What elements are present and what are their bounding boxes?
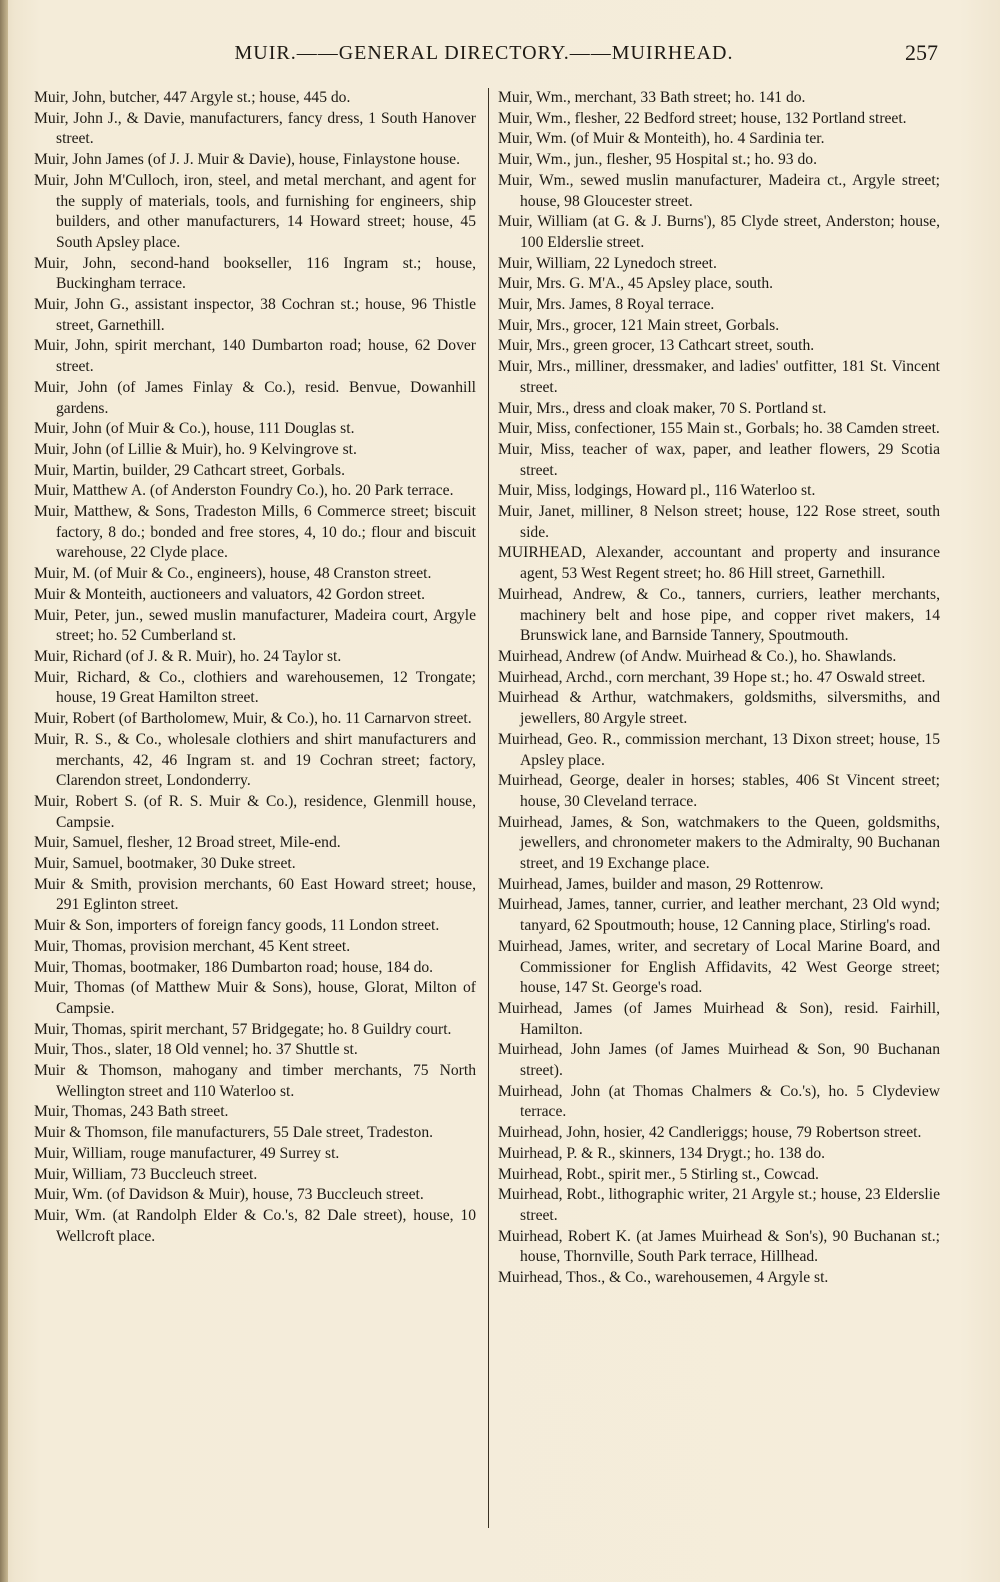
directory-entry: Muir, Thomas (of Matthew Muir & Sons), house, Glorat, Milton of Campsie. bbox=[34, 979, 476, 1017]
directory-entry: Muir, John (of James Finlay & Co.), resid. Benvue, Dowanhill gardens. bbox=[34, 378, 476, 417]
directory-entry: Muir, Richard (of J. & R. Muir), ho. 24 Taylor st. bbox=[34, 647, 342, 665]
directory-entry: Muir, M. (of Muir & Co., engineers), house, 48 Cranston street. bbox=[34, 565, 432, 583]
directory-entry: MUIRHEAD, Alexander, accountant and property and insurance agent, 53 West Regent street; ho. 86 Hill street, Garnethill. bbox=[498, 544, 940, 583]
directory-entry: Muir & Son, importers of foreign fancy goods, 11 London street. bbox=[34, 917, 440, 935]
directory-entry: Muir, Thos., slater, 18 Old vennel; ho. 37 Shuttle st. bbox=[34, 1041, 358, 1059]
directory-entry: Muirhead, Archd., corn merchant, 39 Hope st.; ho. 47 Oswald street. bbox=[498, 668, 926, 686]
directory-entry: Muirhead, Robt., spirit mer., 5 Stirling st., Cowcad. bbox=[498, 1165, 819, 1183]
directory-entry: Muir, Janet, milliner, 8 Nelson street; house, 122 Rose street, south side. bbox=[498, 503, 940, 541]
directory-entry: Muir, Martin, builder, 29 Cathcart street, Gorbals. bbox=[34, 461, 345, 479]
directory-entry: Muir, William, 22 Lynedoch street. bbox=[498, 254, 717, 272]
directory-entry: Muir, Samuel, bootmaker, 30 Duke street. bbox=[34, 855, 296, 873]
directory-entry: Muirhead, John (at Thomas Chalmers & Co.'s), ho. 5 Clydeview terrace. bbox=[498, 1082, 940, 1121]
directory-entry: Muir, John, butcher, 447 Argyle st.; house, 445 do. bbox=[34, 89, 351, 106]
directory-entry: Muir, Robert S. (of R. S. Muir & Co.), residence, Glenmill house, Campsie. bbox=[34, 792, 476, 831]
directory-entry: Muir, R. S., & Co., wholesale clothiers and shirt manufacturers and merchants, 42, 46 Ingram st. and 19 Cochran street; factory, Clarendon street, Londonderry. bbox=[34, 730, 476, 790]
directory-entry: Muir, William, 73 Buccleuch street. bbox=[34, 1165, 258, 1183]
left-column bbox=[34, 88, 476, 1247]
directory-entry: Muir, Mrs., green grocer, 13 Cathcart street, south. bbox=[498, 337, 815, 355]
directory-entry: Muir, Mrs. James, 8 Royal terrace. bbox=[498, 296, 715, 314]
directory-entry: Muirhead, Robert K. (at James Muirhead & Son's), 90 Buchanan st.; house, Thornville, South Park terrace, Hillhead. bbox=[498, 1227, 940, 1266]
directory-entry: Muir, Mrs., dress and cloak maker, 70 S. Portland st. bbox=[498, 399, 827, 417]
directory-entry: Muir, John J., & Davie, manufacturers, fancy dress, 1 South Hanover street. bbox=[34, 109, 476, 148]
directory-entry: Muirhead, James, writer, and secretary of Local Marine Board, and Commissioner for English Affidavits, 42 West George street; house, 147 St. George's road. bbox=[498, 937, 940, 997]
column-divider bbox=[488, 88, 489, 1528]
directory-entry: Muir, Matthew, & Sons, Tradeston Mills, 6 Commerce street; biscuit factory, 8 do.; bonded and free stores, 4, 10 do.; flour and biscuit warehouse, 22 Clyde place. bbox=[34, 503, 476, 562]
directory-entry: Muir, Wm., flesher, 22 Bedford street; house, 132 Portland street. bbox=[498, 109, 907, 127]
directory-entry: Muir, Wm., jun., flesher, 95 Hospital st.; ho. 93 do. bbox=[498, 151, 817, 169]
directory-entry: Muir, Thomas, 243 Bath street. bbox=[34, 1103, 229, 1121]
directory-entry: Muir, Robert (of Bartholomew, Muir, & Co.), ho. 11 Carnarvon street. bbox=[34, 710, 472, 728]
directory-entry: Muir, Miss, lodgings, Howard pl., 116 Waterloo st. bbox=[498, 482, 816, 500]
directory-entry: Muir, Wm., sewed muslin manufacturer, Madeira ct., Argyle street; house, 98 Gloucester street. bbox=[498, 171, 940, 210]
directory-entry: Muirhead, James, builder and mason, 29 Rottenrow. bbox=[498, 875, 824, 893]
directory-entry: Muir & Thomson, file manufacturers, 55 Dale street, Tradeston. bbox=[34, 1124, 434, 1142]
directory-entry: Muir, Mrs., milliner, dressmaker, and ladies' outfitter, 181 St. Vincent street. bbox=[498, 358, 940, 396]
directory-entry: Muir, John, second-hand bookseller, 116 Ingram st.; house, Buckingham terrace. bbox=[34, 254, 476, 293]
directory-entry: Muir, John (of Muir & Co.), house, 111 Douglas st. bbox=[34, 420, 355, 438]
directory-entry: Muir, John G., assistant inspector, 38 Cochran st.; house, 96 Thistle street, Garnethill. bbox=[34, 296, 476, 334]
directory-entry: Muir, Mrs., grocer, 121 Main street, Gorbals. bbox=[498, 316, 780, 334]
directory-entry: Muir, Thomas, provision merchant, 45 Kent street. bbox=[34, 937, 351, 955]
directory-entry: Muir, Mrs. G. M'A., 45 Apsley place, south. bbox=[498, 275, 774, 293]
directory-entry: Muir & Monteith, auctioneers and valuators, 42 Gordon street. bbox=[34, 585, 426, 603]
directory-entry: Muirhead, James, & Son, watchmakers to the Queen, goldsmiths, jewellers, and chronometer makers to the Admiralty, 90 Buchanan street, and 19 Exchange place. bbox=[498, 813, 940, 873]
running-head: MUIR.——GENERAL DIRECTORY.——MUIRHEAD. bbox=[234, 42, 734, 64]
directory-entry: Muir, Miss, teacher of wax, paper, and leather flowers, 29 Scotia street. bbox=[498, 440, 940, 479]
directory-entry: Muir, John, spirit merchant, 140 Dumbarton road; house, 62 Dover street. bbox=[34, 337, 476, 376]
page-header bbox=[30, 42, 938, 72]
directory-entry: Muirhead, Andrew (of Andw. Muirhead & Co.), ho. Shawlands. bbox=[498, 647, 897, 665]
directory-entry: Muir, Wm., merchant, 33 Bath street; ho. 141 do. bbox=[498, 89, 806, 106]
directory-entry: Muir, Thomas, bootmaker, 186 Dumbarton road; house, 184 do. bbox=[34, 958, 434, 976]
directory-entry: Muir, John James (of J. J. Muir & Davie), house, Finlaystone house. bbox=[34, 151, 460, 169]
directory-entry: Muirhead, George, dealer in horses; stables, 406 St Vincent street; house, 30 Cleveland terrace. bbox=[498, 772, 940, 810]
directory-entry: Muirhead, P. & R., skinners, 134 Drygt.; ho. 138 do. bbox=[498, 1144, 826, 1162]
directory-entry: Muir, John (of Lillie & Muir), ho. 9 Kelvingrove st. bbox=[34, 440, 357, 458]
right-column bbox=[498, 88, 940, 1289]
directory-entry: Muirhead & Arthur, watchmakers, goldsmiths, silversmiths, and jewellers, 80 Argyle street. bbox=[498, 689, 940, 728]
directory-entry: Muir, Thomas, spirit merchant, 57 Bridgegate; ho. 8 Guildry court. bbox=[34, 1020, 452, 1038]
directory-entry: Muir, Richard, & Co., clothiers and warehousemen, 12 Trongate; house, 19 Great Hamilton street. bbox=[34, 668, 476, 707]
page-number: 257 bbox=[905, 40, 938, 65]
directory-entry: Muir, Miss, confectioner, 155 Main st., Gorbals; ho. 38 Camden street. bbox=[498, 420, 940, 438]
book-binding-edge bbox=[0, 0, 8, 1582]
directory-entry: Muir, Matthew A. (of Anderston Foundry Co.), ho. 20 Park terrace. bbox=[34, 482, 454, 500]
directory-entry: Muir & Smith, provision merchants, 60 East Howard street; house, 291 Eglinton street. bbox=[34, 875, 476, 914]
directory-entry: Muir, Wm. (of Davidson & Muir), house, 73 Buccleuch street. bbox=[34, 1186, 424, 1204]
directory-entry: Muirhead, James, tanner, currier, and leather merchant, 23 Old wynd; tanyard, 62 Spoutmouth; house, 12 Canning place, Stirling's road. bbox=[498, 896, 940, 935]
directory-entry: Muirhead, Geo. R., commission merchant, 13 Dixon street; house, 15 Apsley place. bbox=[498, 730, 940, 769]
directory-entry: Muirhead, James (of James Muirhead & Son), resid. Fairhill, Hamilton. bbox=[498, 999, 940, 1038]
directory-entry: Muirhead, Robt., lithographic writer, 21 Argyle st.; house, 23 Elderslie street. bbox=[498, 1186, 940, 1224]
directory-entry: Muirhead, Thos., & Co., warehousemen, 4 Argyle st. bbox=[498, 1269, 829, 1287]
directory-entry: Muir, Wm. (of Muir & Monteith), ho. 4 Sardinia ter. bbox=[498, 130, 825, 148]
directory-entry: Muir, Samuel, flesher, 12 Broad street, Mile-end. bbox=[34, 834, 341, 852]
directory-entry: Muir, William, rouge manufacturer, 49 Surrey st. bbox=[34, 1144, 340, 1162]
directory-entry: Muirhead, John James (of James Muirhead & Son, 90 Buchanan street). bbox=[498, 1041, 940, 1080]
directory-entry: Muir, Peter, jun., sewed muslin manufacturer, Madeira court, Argyle street; ho. 52 Cumberland st. bbox=[34, 606, 476, 645]
directory-entry: Muirhead, John, hosier, 42 Candleriggs; house, 79 Robertson street. bbox=[498, 1124, 922, 1142]
directory-entry: Muir & Thomson, mahogany and timber merchants, 75 North Wellington street and 110 Waterloo st. bbox=[34, 1062, 476, 1100]
directory-entry: Muir, John M'Culloch, iron, steel, and metal merchant, and agent for the supply of materials, tools, and furnishing for engineers, ship builders, and other manufacturers, 14 Howard street; house, 45 South Apsley place. bbox=[34, 171, 476, 251]
directory-entry: Muir, William (at G. & J. Burns'), 85 Clyde street, Anderston; house, 100 Elderslie street. bbox=[498, 213, 940, 251]
directory-entry: Muir, Wm. (at Randolph Elder & Co.'s, 82 Dale street), house, 10 Wellcroft place. bbox=[34, 1206, 476, 1245]
directory-entry: Muirhead, Andrew, & Co., tanners, curriers, leather merchants, machinery belt and hose pipe, and copper rivet makers, 14 Brunswick lane, and Barnside Tannery, Spoutmouth. bbox=[498, 585, 940, 645]
